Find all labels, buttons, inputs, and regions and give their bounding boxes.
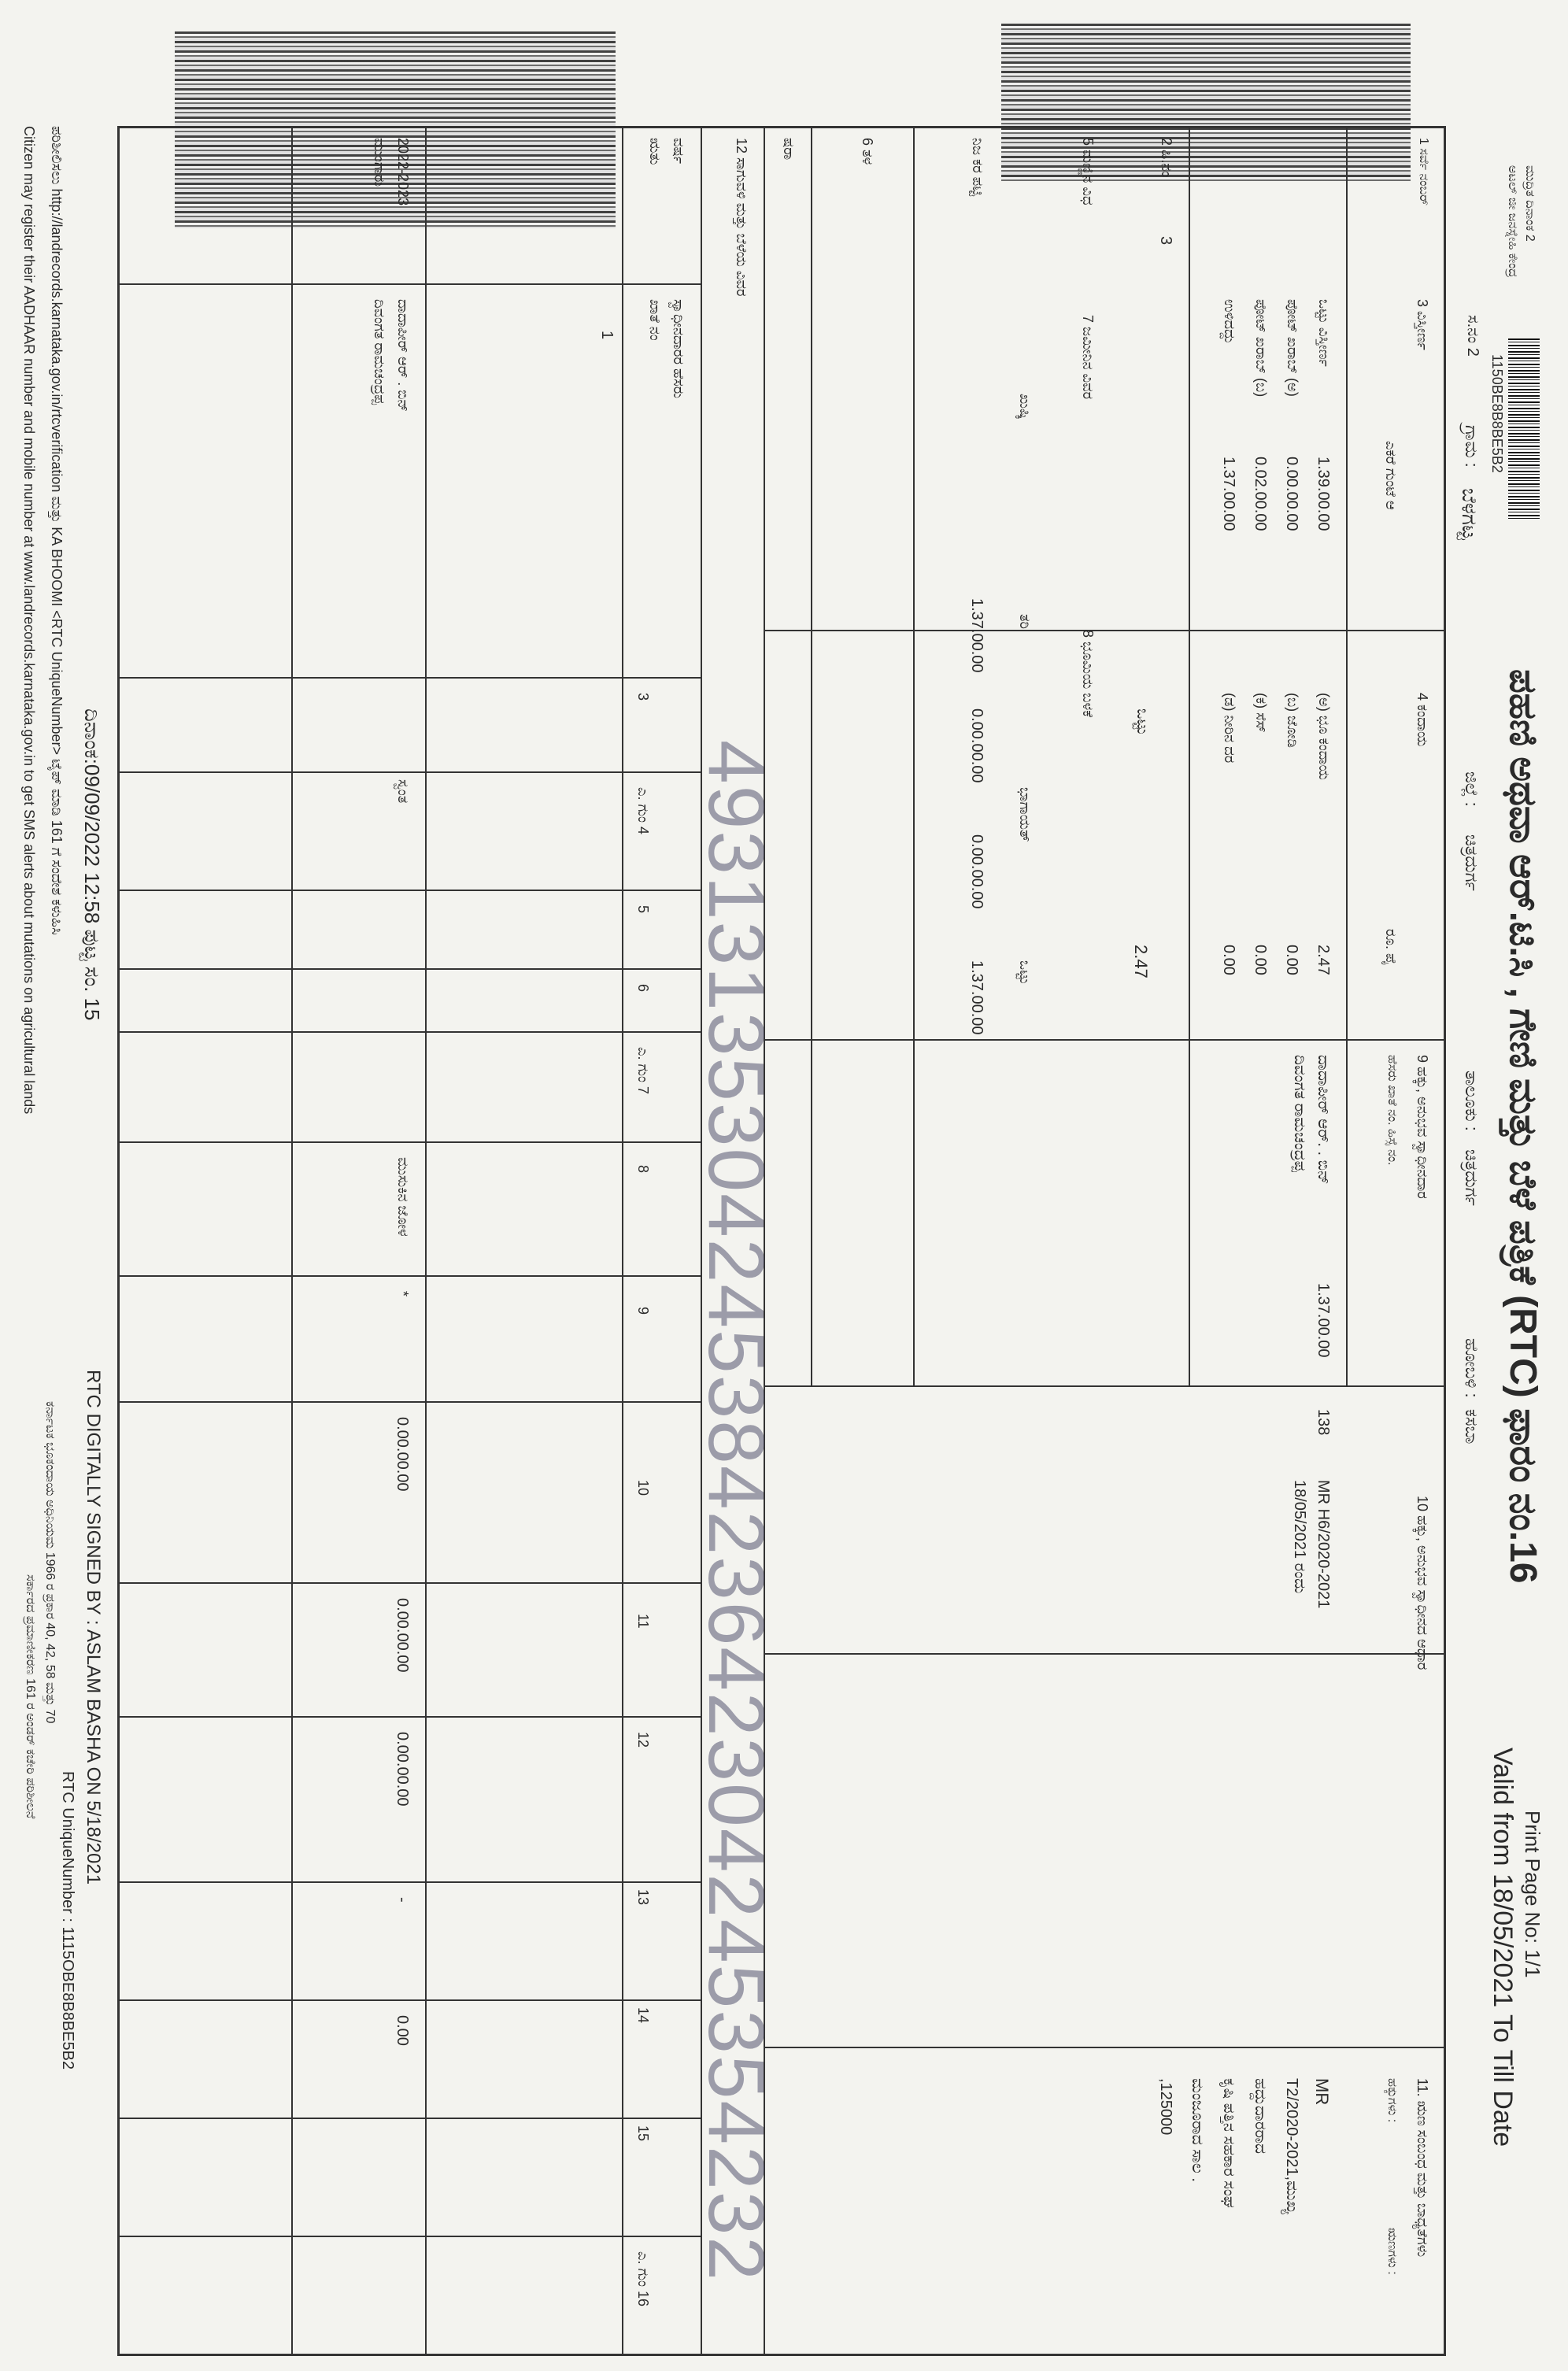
soil-type: ತರಿ	[1017, 614, 1033, 630]
crop-row-year: 2022-2023	[395, 138, 411, 206]
crop-col-line	[120, 1716, 702, 1718]
district-value: ಚಿತ್ರದುರ್ಗ	[1462, 834, 1481, 891]
village-value: ಬೆಳಗಟ್ಟ	[1458, 488, 1481, 540]
col-line	[765, 1039, 1446, 1041]
crop-col-line	[120, 771, 702, 773]
mr-line: ,125000	[1157, 2078, 1174, 2136]
mr-line: ಕೃಷಿ ಪತ್ತಿನ ಸಹಕಾರ ಸಂಘ	[1220, 2078, 1237, 2208]
crop-col-line	[120, 1141, 702, 1143]
revenue-value: 0.00	[1220, 945, 1237, 975]
revenue-row: (ಬ) ಜೋಡಿ	[1285, 693, 1300, 748]
hissa-label: 2 ಹಿ.ನಂ	[1159, 138, 1174, 178]
crop-h-col: 15	[635, 2125, 651, 2142]
footer-unique: RTC UniqueNumber : 1115OBE8B8BE5B2	[59, 1771, 76, 2070]
hobli-label: ಹೋಬಳಿ :	[1462, 1338, 1481, 1398]
soil-type: ಭಾಗಾಯತ್	[1017, 787, 1033, 842]
village-label: ಗ್ರಾಮ :	[1462, 425, 1481, 468]
revenue-total-label: ಒಟ್ಟು	[1133, 708, 1151, 736]
page-title: ಪಹಣಿ ಅಥವಾ ಆರ್.ಟಿ.ಸಿ , ಗೇಣಿ ಮತ್ತು ಬೆಳೆ ಪತ್ರಿಕೆ (RTC) ಫಾರಂ ನಂ.16	[1502, 669, 1544, 1584]
crop-h-col: 3	[635, 693, 651, 701]
footer-kannada-note2: ಸರ್ಕಾರದ ಪ್ರಮಾಣೀಕರಣ 161 ರ ಅಂಡರ್ ಕಚೇರಿ ಪರಿಶೀಲನೆ	[24, 1574, 37, 1819]
top-left-note2: ಅಟಲ್ ಜೀ ಜನಸ್ನೇಹಿ ಕೇಂದ್ರ	[1506, 165, 1519, 278]
crop-h-col: 12	[635, 1732, 651, 1748]
col-line	[765, 2047, 1446, 2048]
footer-date: ದಿನಾಂಕ:09/09/2022 12:58 ಪುಟ್ಟ ಸಂ. 15	[80, 708, 104, 1021]
owner-name: ದಾದಾಪೀರ್ ಆರ್. . ಬಿನ್	[1315, 1055, 1332, 1185]
area-a-value: 0.00.00.00	[1283, 457, 1300, 531]
revenue-row: (ಅ) ಭೂ ಕಂದಾಯ	[1316, 693, 1332, 780]
top-left-note: ಮುದ್ರಿತ ದಿನಾಂಕ 2	[1523, 165, 1537, 242]
footer-verify: ಪರಿಶೀಲಿಸಲು http://landrecords.karnataka.gov.in/rtcverification ಮತ್ತು KA BHOOMI <RTC UniqueNumber> ಟೈಪ್ ಮಾಡಿ 161 ಗೆ ಸಂದೇಶ ಕಳುಹಿಸಿ	[49, 126, 65, 935]
crop-h-name: ಸ್ವಾಧೀನದಾರರ ಹೆಸರು	[671, 299, 686, 398]
mr-line: T2/2020-2021,ಮುಖ್ಯ	[1283, 2078, 1300, 2214]
crop-h-season: ಋತು	[647, 138, 663, 165]
owner-area: 1.37.00.00	[1315, 1283, 1332, 1358]
soil-value: 1.37.00.00	[968, 960, 986, 1035]
mr-line: ಮಂಜೂರಾದ ಸಾಲ .	[1189, 2078, 1206, 2182]
crop-col-line	[120, 2236, 702, 2237]
crop-col-line	[120, 1401, 702, 1403]
crop-row-col9: *	[395, 1291, 411, 1297]
liabilities-sub2: ಋಣಗಳು :	[1385, 2228, 1399, 2275]
revenue-value: 2.47	[1315, 945, 1332, 975]
crop-h-col: 11	[635, 1614, 651, 1629]
crop-h-col: ಎ. ಗುಂ 16	[635, 2251, 651, 2307]
soil-value: 0.00.00.00	[968, 834, 986, 909]
floor-label: 6 ತಳ	[860, 138, 875, 165]
divider	[425, 126, 427, 2354]
crop-col-line	[120, 1881, 702, 1883]
crop-col-line	[120, 1275, 702, 1277]
crop-row-col13: -	[394, 1897, 411, 1903]
hobli-value: ಕಸಬಾ	[1462, 1409, 1481, 1444]
crop-col-line	[120, 677, 702, 679]
crop-col-line	[120, 283, 702, 285]
barcode-code: 1150BE8B8BE5B2	[1489, 354, 1505, 473]
watermark: 4931313530424538423642304245354232	[692, 740, 780, 2282]
crop-h-col: 14	[635, 2007, 651, 2024]
tax-list-label: ನಿಜ ಕರ ಪಟ್ಟಿ	[970, 138, 986, 197]
crop-row-season: ಮುಂಗಾರು	[372, 138, 387, 187]
taluk-value: ಚಿತ್ರದುರ್ಗ	[1462, 1149, 1481, 1206]
mutation-number: MR H6/2020-2021	[1315, 1480, 1332, 1609]
area-row-kharab-a: ಪೋಟ್ ಖರಾಬ್ (ಅ)	[1285, 299, 1300, 397]
soil-type: ಒಟ್ಟು	[1017, 960, 1033, 985]
owner-khata: 138	[1315, 1409, 1332, 1436]
area-b-value: 0.02.00.00	[1252, 457, 1269, 531]
mr-line: ಹದ್ದುದಾರರಾದ	[1252, 2078, 1269, 2155]
crop-h-col: 5	[635, 905, 651, 914]
crop-row-col14: 0.00	[394, 2015, 411, 2046]
table-border-bottom	[117, 126, 120, 2354]
soil-type: ಖುಷ್ಕಿ	[1017, 394, 1033, 420]
mutation-date: 18/05/2021 ರಂದು	[1291, 1480, 1308, 1594]
footer-signed: RTC DIGITALLY SIGNED BY : ASLAM BASHA ON 5/18/2021	[83, 1370, 104, 1885]
area-row-total: ಒಟ್ಟು ವಿಸ್ತೀರ್ಣ	[1316, 299, 1332, 367]
crop-col-line	[120, 2118, 702, 2119]
crop-h-col: ಎ. ಗುಂ 7	[635, 1047, 651, 1095]
owner-col-header: 9 ಹಕ್ಕು, ಅನುಭವ ಸ್ವಾಧೀನದಾರ	[1415, 1055, 1430, 1199]
soil-type-label: 5 ಮಣ್ಣಿನ ವಿಧ	[1080, 138, 1096, 205]
crop-col-line	[120, 968, 702, 970]
col3-header: 3 ವಿಸ್ತೀರ್ಣ	[1415, 299, 1430, 350]
owner-col-subheader: ಹೆಸರು ಖಾತೆ ನಂ. ಹಿಸ್ಸೆ ನಂ.	[1385, 1055, 1399, 1166]
revenue-row: (ಕ) ಸೆಸ್	[1253, 693, 1269, 733]
crop-h-subno: ಖಾತೆ ನಂ	[647, 299, 663, 341]
soil-value: 1.37.00.00	[968, 598, 986, 673]
print-page-number: Print Page No: 1/1	[1521, 1811, 1544, 1978]
revenue-row: (ಡ) ನೀರಿನ ದರ	[1222, 693, 1237, 764]
area-total-value: 1.39.00.00	[1315, 457, 1332, 531]
crop-h-col: 13	[635, 1889, 651, 1906]
liabilities-header: 11. ಋಣ ಸಂಬಂಧ ಮತ್ತು ಬಾಧ್ಯತೆಗಳು	[1415, 2078, 1430, 2258]
taluk-label: ತಾಲೂಕು :	[1462, 1071, 1481, 1131]
crop-h-year: ವರ್ಷ	[671, 138, 686, 165]
revenue-value: 0.00	[1252, 945, 1269, 975]
col-line	[765, 1385, 1446, 1387]
col-line	[765, 630, 1446, 631]
area-remaining-value: 1.37.00.00	[1220, 457, 1237, 531]
crop-col-line	[120, 1999, 702, 2001]
revenue-value: 0.00	[1283, 945, 1300, 975]
crop-col-line	[120, 890, 702, 891]
soil-value: 0.00.00.00	[968, 708, 986, 783]
mr-line: MR	[1312, 2078, 1332, 2106]
divider	[1346, 126, 1348, 1385]
area-row-remaining: ಉಳಿದದ್ದು	[1222, 299, 1237, 345]
divider	[291, 126, 293, 2354]
table-border-right	[117, 2354, 1446, 2356]
footer-citizen: Citizen may register their AADHAAR number and mobile number at www.landrecords.karnataka.gov.in to get SMS alerts about mutations on agricultural lands	[21, 126, 37, 1115]
crop-h-col: ಎ. ಗುಂ 4	[635, 787, 651, 835]
table-border-top	[1444, 126, 1446, 2354]
crop-row-num: 1	[598, 331, 616, 340]
col4-subheader: ರೂ. ಪೈ	[1383, 929, 1399, 966]
divider	[811, 126, 812, 1385]
liabilities-sub1: ಹಕ್ಕುಗಳು :	[1385, 2078, 1399, 2123]
crop-h-col: 6	[635, 984, 651, 993]
divider	[1189, 126, 1190, 1385]
owner-father: ದಿವಂಗತ ರಾಮಚಂದ್ರಪ್ಪ	[1291, 1055, 1308, 1172]
col3-subheader: ಎಕರೆ ಗುಂಟೆ ಆ	[1383, 441, 1399, 510]
footer-kannada-note: ಕರ್ನಾಟಕ ಭೂಕಂದಾಯ ಅಧಿನಿಯಮ 1966 ರ ಪ್ರಕಾರ 40, 42, 58 ಮತ್ತು 70	[43, 1401, 57, 1724]
table-border-left	[117, 126, 1446, 128]
crop-col-line	[120, 1582, 702, 1584]
crop-col-line	[120, 1031, 702, 1033]
crop-h-col: 9	[635, 1307, 651, 1315]
crop-row-col8: ಮುಸುಕಿನ ಜೋಳ	[395, 1157, 411, 1237]
valid-from: Valid from 18/05/2021 To Till Date	[1488, 1748, 1518, 2147]
col1-header: 1 ಸರ್ವೆ ನಂಬರ್	[1417, 138, 1430, 205]
land-use-label: 8 ಭೂಮಿಯ ಬಳಕೆ	[1080, 630, 1096, 718]
survey-number: ಸ.ನಂ 2	[1464, 315, 1481, 357]
crop-h-col: 10	[635, 1480, 651, 1496]
divider	[622, 126, 623, 2354]
crop-row-col12: 0.00.00.00	[394, 1732, 411, 1807]
col-line	[765, 1653, 1446, 1655]
crop-row-owner2: ದಿವಂಗತ ರಾಮಚಂದ್ರಪ್ಪ	[372, 299, 387, 405]
crop-row-col11: 0.00.00.00	[394, 1598, 411, 1673]
area-row-kharab-b: ಪೋಟ್ ಖರಾಬ್ (ಬ)	[1253, 299, 1269, 398]
crop-row-col10: 0.00.00.00	[394, 1417, 411, 1492]
revenue-total-value: 2.47	[1131, 945, 1151, 978]
crop-table-title: 12 ಸಾಗುವಳಿ ಮತ್ತು ಬೆಳೆಯ ವಿವರ	[734, 138, 749, 297]
hissa-value: 3	[1157, 236, 1174, 246]
col4-header: 4 ಕಂದಾಯ	[1415, 693, 1430, 747]
crop-row-col3: ಸ್ವಂತ	[395, 779, 411, 804]
notes-label: ಷರಾ	[781, 138, 797, 161]
basis-col-header: 10 ಹಕ್ಕು, ಅನುಭವ ಸ್ವಾಧೀನದ ಆಧಾರ	[1415, 1496, 1430, 1670]
divider	[913, 126, 915, 1385]
crop-h-col: 8	[635, 1165, 651, 1174]
crop-row-owner: ದಾದಾಪೀರ್ ಆರ್ . ಬಿನ್	[395, 299, 411, 412]
barcode-icon	[1508, 338, 1540, 520]
barcode-stripe-bottom	[1001, 24, 1411, 181]
district-label: ಜಿಲ್ಲೆ :	[1462, 771, 1481, 807]
land-detail-label: 7 ಜಮೀನಿನ ವಿವರ	[1080, 315, 1096, 400]
